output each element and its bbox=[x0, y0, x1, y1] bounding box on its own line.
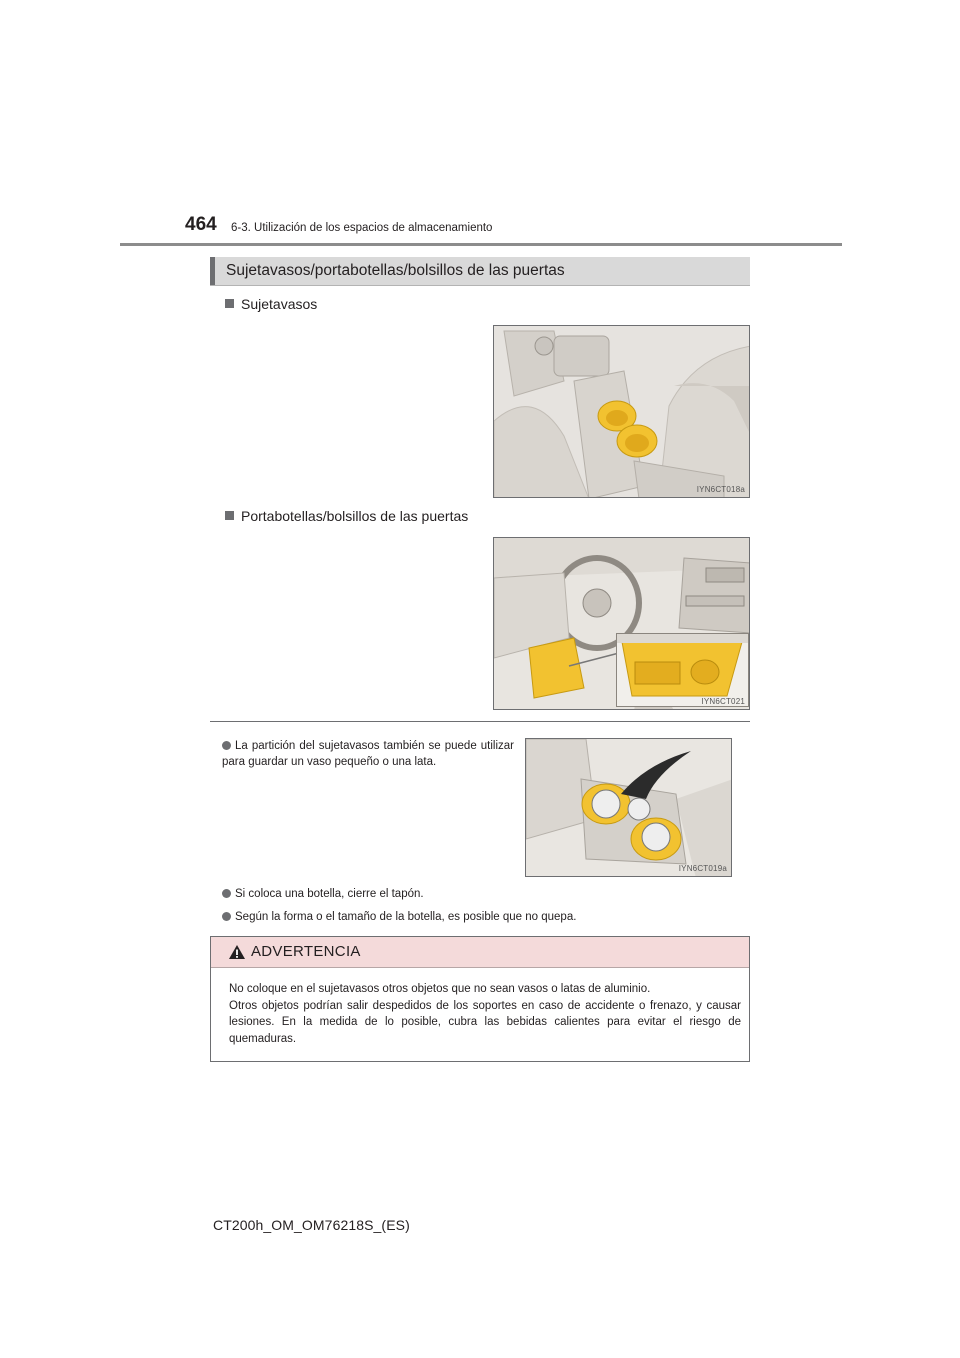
bullet-icon bbox=[222, 741, 231, 750]
warning-line: No coloque en el sujetavasos otros objetos que no sean vasos o latas de aluminio. bbox=[229, 983, 651, 995]
warning-header bbox=[211, 937, 749, 968]
section-breadcrumb: 6-3. Utilización de los espacios de almacenamiento bbox=[231, 222, 493, 234]
note-bottle-cap-text: Si coloca una botella, cierre el tapón. bbox=[235, 888, 424, 900]
note-bottle-size bbox=[222, 909, 576, 925]
door-pocket-inset bbox=[616, 633, 749, 707]
section-bar-accent bbox=[210, 257, 215, 285]
warning-line: Otros objetos podrían salir despedidos de los soportes en caso de accidente o frenazo, y causar lesiones. En la medida de lo posible, cubra las bebidas calientes para evitar el riesgo de quemaduras. bbox=[229, 999, 741, 1045]
subsection-bottle-holders-title: Portabotellas/bolsillos de las puertas bbox=[241, 508, 469, 524]
section-title: Sujetavasos/portabotellas/bolsillos de las puertas bbox=[226, 262, 565, 279]
figure-cupholders bbox=[493, 325, 750, 498]
page-number: 464 bbox=[185, 214, 217, 235]
header-rule bbox=[120, 243, 842, 246]
subsection-cupholders-heading bbox=[225, 296, 317, 312]
warning-title: ADVERTENCIA bbox=[251, 943, 361, 960]
subsection-bottle-holders-heading bbox=[225, 508, 468, 524]
note-bottle-size-text: Según la forma o el tamaño de la botella, es posible que no quepa. bbox=[235, 911, 577, 923]
inset-illustration bbox=[617, 634, 748, 706]
partition-illustration bbox=[526, 739, 732, 877]
square-bullet-icon bbox=[225, 299, 234, 308]
warning-box bbox=[210, 936, 750, 1062]
bullet-icon bbox=[222, 889, 231, 898]
note-bottle-cap bbox=[222, 886, 424, 902]
square-bullet-icon bbox=[225, 511, 234, 520]
cupholder-illustration bbox=[494, 326, 750, 498]
figure-door-pockets bbox=[493, 537, 750, 710]
note-partition bbox=[222, 738, 514, 770]
section-title-bar bbox=[210, 257, 750, 286]
figure-partition bbox=[525, 738, 732, 877]
note-partition-text: La partición del sujetavasos también se puede utilizar para guardar un vaso pequeño o una lata. bbox=[222, 740, 514, 768]
document-footer-code: CT200h_OM_OM76218S_(ES) bbox=[213, 1217, 410, 1233]
warning-body bbox=[229, 981, 741, 1047]
figure-code: IYN6CT019a bbox=[678, 864, 727, 873]
figure-code: IYN6CT021 bbox=[701, 697, 745, 706]
warning-triangle-icon bbox=[228, 944, 246, 960]
bullet-icon bbox=[222, 912, 231, 921]
section-divider bbox=[210, 721, 750, 722]
subsection-cupholders-title: Sujetavasos bbox=[241, 296, 318, 312]
figure-code: IYN6CT018a bbox=[696, 485, 745, 494]
